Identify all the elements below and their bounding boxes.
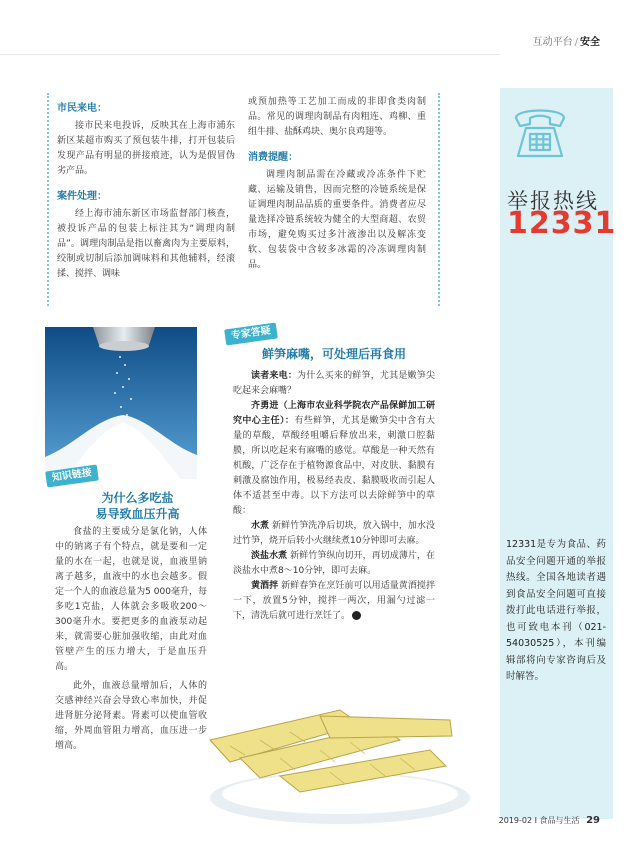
hotline-description: 12331是专为食品、药品安全问题开通的举报热线。全国各地读者遇到食品安全问题可直接拨打此电话进行举报，也可致电本刊（021-54030525），本刊编辑部将向专家咨询后及时解答。 <box>506 539 606 682</box>
case-handling-text-continued: 或预加热等工艺加工而成的非即食类肉制品。常见的调理肉制品有肉粗连、鸡柳、重组牛排、盐酥鸡块、奥尔良鸡翅等。 <box>248 97 426 137</box>
knowledge-title-line2: 易导致血压升高 <box>95 507 180 521</box>
salt-shaker-image <box>45 327 197 479</box>
knowledge-link-tag: 知识链接 <box>45 464 99 487</box>
knowledge-title-line1: 为什么多吃盐 <box>101 491 174 505</box>
subsection-label: 安全 <box>580 37 600 48</box>
footer-separator: I <box>534 816 537 825</box>
page-number: 29 <box>586 815 600 826</box>
telephone-icon <box>510 98 570 168</box>
header-separator: / <box>574 37 578 48</box>
method-1-text: 新鲜竹笋洗净后切块，放入锅中，加水没过竹笋，烧开后转小火继续煮10分钟即可去麻。 <box>233 521 435 546</box>
expert-name-label: 齐勇进（上海市农业科学院农产品保鲜加工研究中心主任）： <box>233 401 435 426</box>
reader-call-text: 为什么买来的鲜笋，尤其是嫩笋尖吃起来会麻嘴？ <box>233 371 435 396</box>
case-handling-text: 经上海市浦东新区市场监督部门核查，被投诉产品的包装上标注其为“调理肉制品”。调理肉制品是指以畜禽肉为主要原料，绞制或切制后添加调味料和其他辅料，经滚揉、搅拌、调味 <box>57 209 235 279</box>
top-divider <box>0 54 500 55</box>
bamboo-shoots-image <box>190 680 473 830</box>
method-3-text: 新鲜春笋在烹饪前可以用适量黄酒搅拌一下，放置5分钟，搅拌一两次，用漏勺过滤一下，清洗后就可进行烹饪了。 <box>233 581 435 621</box>
citizen-call-label: 市民来电： <box>57 103 107 114</box>
expert-answer-text: 有些鲜笋，尤其是嫩笋尖中含有大量的草酸，草酸经咀嚼后释放出来，刺激口腔黏膜，所以吃起来有麻嘴的感觉。草酸是一种天然有机酸，广泛存在于植物源食品中，对皮肤、黏膜有刺激及腐蚀作用，极易经表皮、黏膜吸收而引起人体不适甚至中毒。以下方法可以去除鲜笋中的草酸： <box>233 416 435 516</box>
consumer-tip-label: 消费提醒： <box>248 152 298 163</box>
case-handling-label: 案件处理： <box>57 191 107 202</box>
complaint-column-right <box>248 95 426 273</box>
section-header <box>533 33 600 48</box>
expert-body <box>233 369 435 624</box>
method-3-label: 黄酒拌 <box>251 581 279 591</box>
expert-qa-tag: 专家答疑 <box>224 322 278 345</box>
hotline-number: 12331 <box>507 206 617 241</box>
method-2-text: 新鲜竹笋纵向切开，再切成薄片，在淡盐水中煮8～10分钟，即可去麻。 <box>233 551 435 576</box>
end-mark-icon <box>352 611 361 620</box>
complaint-column-left <box>57 95 235 282</box>
knowledge-paragraph-2: 此外，血液总量增加后，人体的交感神经兴奋会导致心率加快，并促进肾脏分泌肾素。肾素可以使血管收缩，外周血管阻力增高，血压进一步增高。 <box>55 681 207 751</box>
reader-call-label: 读者来电： <box>251 371 298 381</box>
consumer-tip-text: 调理肉制品需在冷藏或冷冻条件下贮藏、运输及销售，因而完整的冷链系统是保证调理肉制品品质的重要条件。消费者应尽量选择冷链系统较为健全的大型商超、农贸市场，避免购买过多汁液渗出以及解冻变软、包装袋中含较多冰霜的冷冻调理肉制品。 <box>248 170 426 270</box>
expert-title: 鲜笋麻嘴，可处理后再食用 <box>262 347 407 361</box>
section-label: 互动平台 <box>532 37 573 48</box>
method-1-label: 水煮 <box>251 521 270 531</box>
knowledge-title <box>60 490 215 522</box>
method-2-label: 淡盐水煮 <box>251 551 288 561</box>
magazine-name: 食品与生活 <box>539 816 580 825</box>
citizen-call-text: 接市民来电投诉，反映其在上海市浦东新区某超市购买了预包装牛排，打开包装后发现产品有明显的拼接痕迹，认为是假冒伪劣产品。 <box>57 121 235 176</box>
issue-label: 2019-02 <box>498 816 533 825</box>
knowledge-body <box>55 525 207 754</box>
knowledge-paragraph-1: 食盐的主要成分是氯化钠，人体中的钠离子有个特点，就是要和一定量的水在一起，也就是说，血液里钠离子越多，血液中的水也会越多。假定一个人的血液总量为5 000毫升，每多吃1克盐，人体就会多吸收200～300毫升水。要把更多的血液泵动起来，就需要心脏加强收缩，由此对血管壁产生的压力增大，于是血压升高。 <box>55 527 207 672</box>
hotline-title: 举报热线 <box>507 189 599 213</box>
page-footer <box>499 815 600 826</box>
